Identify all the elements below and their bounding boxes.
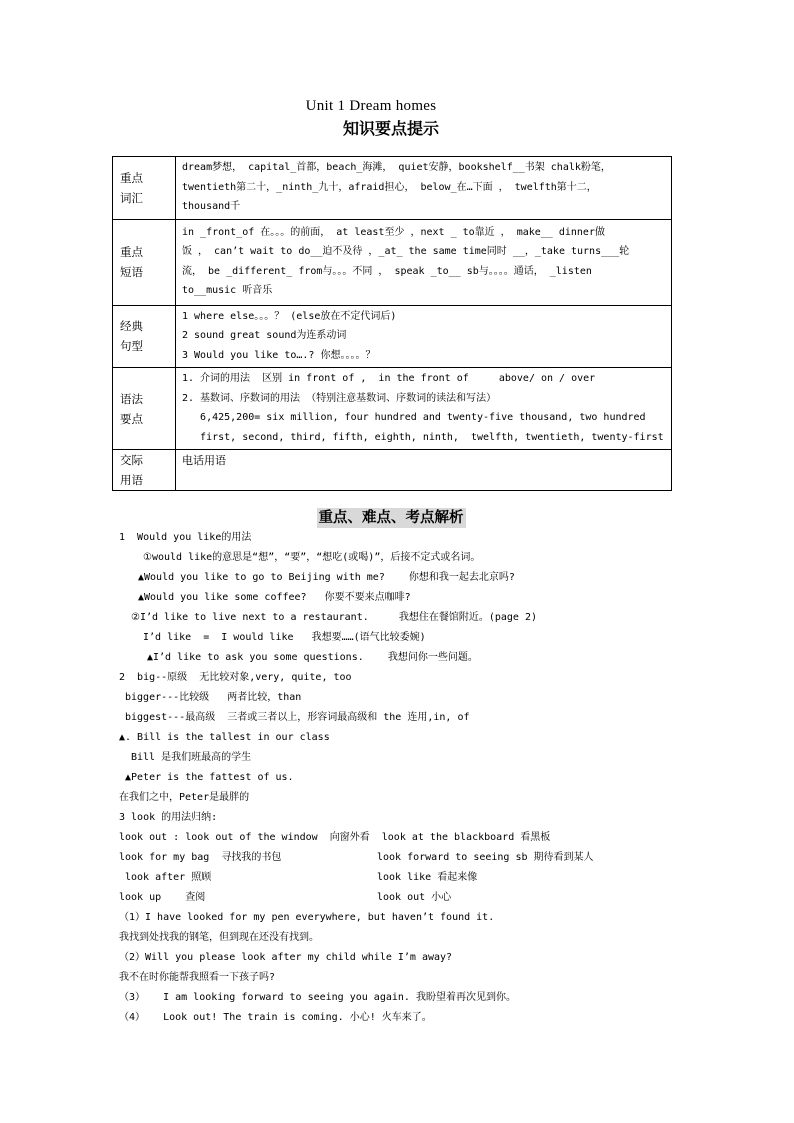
row-label	[113, 219, 176, 305]
content-line: 1. 介词的用法 区别 in front of , in the front of above/ on / over	[182, 373, 596, 384]
body-line-text: （4） Look out! The train is coming. 小心! 火车来了。	[119, 1012, 432, 1023]
body-line-text: 1 Would you like的用法	[119, 532, 252, 543]
body-line	[119, 528, 699, 548]
label-line: 词汇	[120, 190, 143, 205]
label-line: 句型	[120, 339, 143, 354]
label-line: 交际	[120, 453, 143, 467]
body-line	[119, 708, 699, 728]
body-line	[119, 728, 699, 748]
body-line-column2: look out 小心	[377, 892, 452, 903]
body-line-text: look up 查阅	[119, 892, 206, 903]
body-line-text: ▲. Bill is the tallest in our class	[119, 732, 330, 743]
body-line-text: 在我们之中，Peter是最胖的	[119, 792, 250, 803]
document-title: Unit 1 Dream homes	[305, 98, 437, 114]
label-line: 用语	[120, 473, 143, 487]
body-line-text: look for my bag 寻找我的书包	[119, 852, 282, 863]
content-line: to__music 听音乐	[182, 285, 273, 296]
body-line	[119, 748, 699, 768]
body-line	[119, 608, 699, 628]
body-line-text: ▲Would you like to go to Beijing with me? 你想和我一起去北京吗?	[138, 572, 515, 583]
section-heading	[0, 506, 782, 527]
body-line	[119, 568, 699, 588]
body-line	[119, 688, 699, 708]
body-line	[119, 808, 699, 828]
content-line: twentieth第二十，_ninth_九十，afraid担心， below_在…下面 ， twelfth第十二，	[182, 181, 597, 193]
content-line: 饭 ， can’t wait to do__迫不及待 ，_at_ the same time同时 __，_take turns___轮	[182, 246, 630, 257]
content-line: 2 sound great sound为连系动词	[182, 330, 347, 341]
content-line: 2. 基数词、序数词的用法 （特别注意基数词、序数词的读法和写法）	[182, 392, 497, 404]
section-title: 重点、难点、考点解析	[318, 510, 464, 526]
body-line	[119, 988, 699, 1008]
content-line: 流， be _different_ from与。。。不同 ， speak _to__ sb与。。。。通话， _listen	[182, 265, 592, 277]
content-line: dream梦想， capital_首都，beach_海滩， quiet安静，bookshelf__书架 chalk粉笔，	[182, 162, 611, 173]
body-line	[119, 868, 699, 888]
label-line: 经典	[120, 319, 143, 334]
content-line: thousand千	[182, 201, 241, 212]
label-line: 重点	[120, 245, 143, 259]
label-line: 短语	[120, 265, 143, 279]
body-line-text: （2）Will you please look after my child while I’m away?	[119, 952, 453, 963]
knowledge-points-table	[112, 156, 672, 491]
row-content	[176, 450, 672, 491]
row-content	[176, 219, 672, 305]
body-line-text: look out : look out of the window 向窗外看 look at the blackboard 看黑板	[119, 832, 551, 843]
body-line-text: ①would like的意思是“想”，“要”，“想吃(或喝)”，后接不定式或名词。	[143, 552, 481, 563]
body-line	[119, 888, 699, 908]
analysis-body	[119, 528, 699, 1028]
label-line: 要点	[120, 411, 143, 426]
label-line: 重点	[120, 170, 143, 185]
row-content	[176, 368, 672, 450]
body-line	[119, 928, 699, 948]
body-line-text: ②I’d like to live next to a restaurant. 我想住在餐馆附近。(page 2)	[131, 612, 538, 623]
body-line	[119, 588, 699, 608]
body-line	[119, 1008, 699, 1028]
body-line-text: ▲Peter is the fattest of us.	[125, 772, 294, 783]
content-line: 电话用语	[182, 454, 226, 467]
body-line-text: （3） I am looking forward to seeing you again. 我盼望着再次见到你。	[119, 992, 516, 1003]
body-line	[119, 628, 699, 648]
body-line	[119, 788, 699, 808]
content-line: 1 where else。。。？ (else放在不定代词后)	[182, 310, 397, 322]
table-row	[113, 450, 672, 491]
body-line-text: 我找到处找我的钢笔，但到现在还没有找到。	[119, 932, 319, 943]
body-line-text: Bill 是我们班最高的学生	[131, 752, 252, 763]
content-line: in _front_of 在。。。的前面， at least至少 ，next _ to靠近 ， make__ dinner做	[182, 226, 605, 238]
body-line-text: 2 big--原级 无比较对象,very, quite, too	[119, 672, 352, 683]
body-line	[119, 908, 699, 928]
body-line	[119, 948, 699, 968]
label-line: 语法	[120, 391, 143, 406]
body-line-text: I’d like = I would like 我想要……(语气比较委婉)	[143, 632, 426, 643]
body-line-text: ▲Would you like some coffee? 你要不要来点咖啡?	[138, 592, 411, 603]
body-line	[119, 848, 699, 868]
body-line	[119, 968, 699, 988]
body-line	[119, 828, 699, 848]
body-line	[119, 548, 699, 568]
body-line-text: look after 照顾	[125, 872, 212, 883]
body-line	[119, 668, 699, 688]
content-line: 3 Would you like to….? 你想。。。。？	[182, 349, 376, 361]
row-label	[113, 157, 176, 220]
table-row	[113, 368, 672, 450]
document-subtitle: 知识要点提示	[342, 119, 439, 138]
body-line-text: （1）I have looked for my pen everywhere, but haven’t found it.	[119, 912, 495, 923]
body-line-column2: look like 看起来像	[377, 872, 478, 883]
body-line-text: 3 look 的用法归纳:	[119, 812, 218, 823]
row-label	[113, 305, 176, 368]
body-line-text: bigger---比较级 两者比较，than	[125, 692, 302, 703]
body-line-text: biggest---最高级 三者或三者以上，形容词最高级和 the 连用,in, of	[125, 712, 470, 723]
table-row	[113, 219, 672, 305]
body-line	[119, 768, 699, 788]
row-content	[176, 157, 672, 220]
body-line-text: ▲I’d like to ask you some questions. 我想问你一些问题。	[147, 652, 478, 663]
content-line: first, second, third, fifth, eighth, ninth, twelfth, twentieth, twenty-first	[182, 431, 664, 443]
row-content	[176, 305, 672, 368]
body-line-column2: look forward to seeing sb 期待看到某人	[377, 852, 594, 863]
body-line	[119, 648, 699, 668]
content-line: 6,425,200= six million, four hundred and twenty-five thousand, two hundred	[182, 412, 646, 423]
table-row	[113, 305, 672, 368]
table-row	[113, 157, 672, 220]
row-label	[113, 368, 176, 450]
body-line-text: 我不在时你能帮我照看一下孩子吗?	[119, 972, 276, 983]
row-label	[113, 450, 176, 491]
